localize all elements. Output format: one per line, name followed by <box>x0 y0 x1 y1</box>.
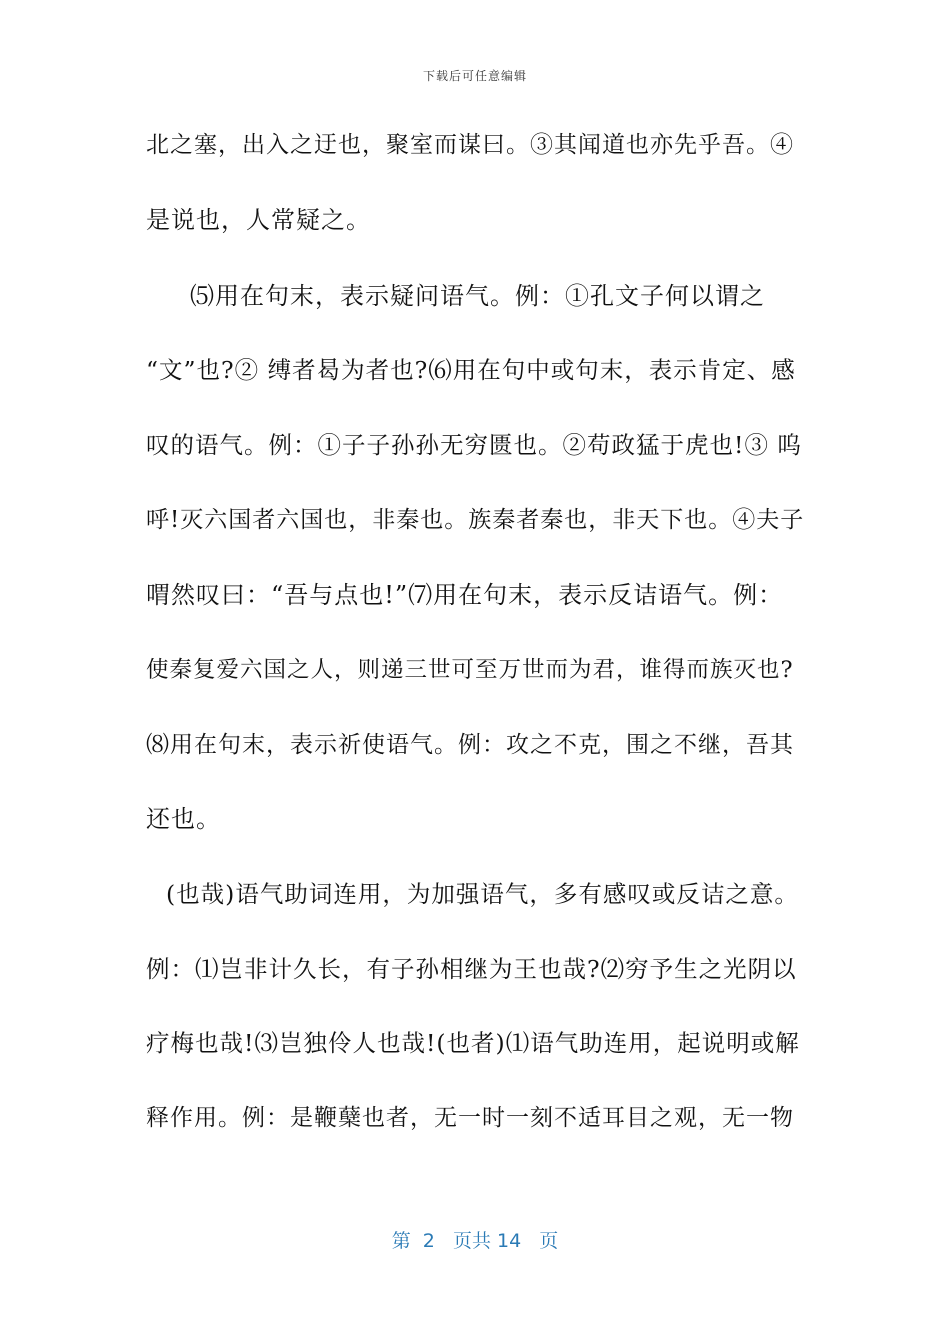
page-footer: 第 2 页共 14 页 <box>391 1230 559 1252</box>
text-line: 例：⑴岂非计久长，有子孙相继为王也哉?⑵穷予生之光阴以 <box>146 955 797 983</box>
text-line: 使秦复爱六国之人，则递三世可至万世而为君，谁得而族灭也? <box>146 657 794 683</box>
text-line: 疗梅也哉!⑶岂独伶人也哉!(也者)⑴语气助连用，起说明或解 <box>146 1029 800 1057</box>
text-line: “文”也?② 缚者曷为者也?⑹用在句中或句末，表示肯定、感 <box>146 356 796 384</box>
text-line: 喟然叹曰：“吾与点也!”⑺用在句末，表示反诘语气。例： <box>146 581 784 609</box>
text-line: 是说也，人常疑之。 <box>146 206 371 234</box>
text-line: 呼!灭六国者六国也，非秦也。族秦者秦也，非天下也。④夫子 <box>146 507 805 533</box>
text-line: 还也。 <box>146 805 221 833</box>
text-line: ⑻用在句末，表示祈使语气。例：攻之不克，围之不继，吾其 <box>146 732 794 758</box>
text-line: ⑸用在句末，表示疑问语气。例：①孔文子何以谓之 <box>190 282 765 310</box>
text-line: 释作用。例：是鞭蘖也者，无一时一刻不适耳目之观，无一物 <box>146 1105 794 1131</box>
text-line: (也哉)语气助词连用，为加强语气，多有感叹或反诘之意。 <box>166 880 799 908</box>
page-header: 下载后可任意编辑 <box>422 69 527 83</box>
text-line: 叹的语气。例：①子子孙孙无穷匮也。②苟政猛于虎也!③ 呜 <box>146 431 802 459</box>
text-line: 北之塞，出入之迂也，聚室而谋曰。③其闻道也亦先乎吾。④ <box>146 132 794 158</box>
